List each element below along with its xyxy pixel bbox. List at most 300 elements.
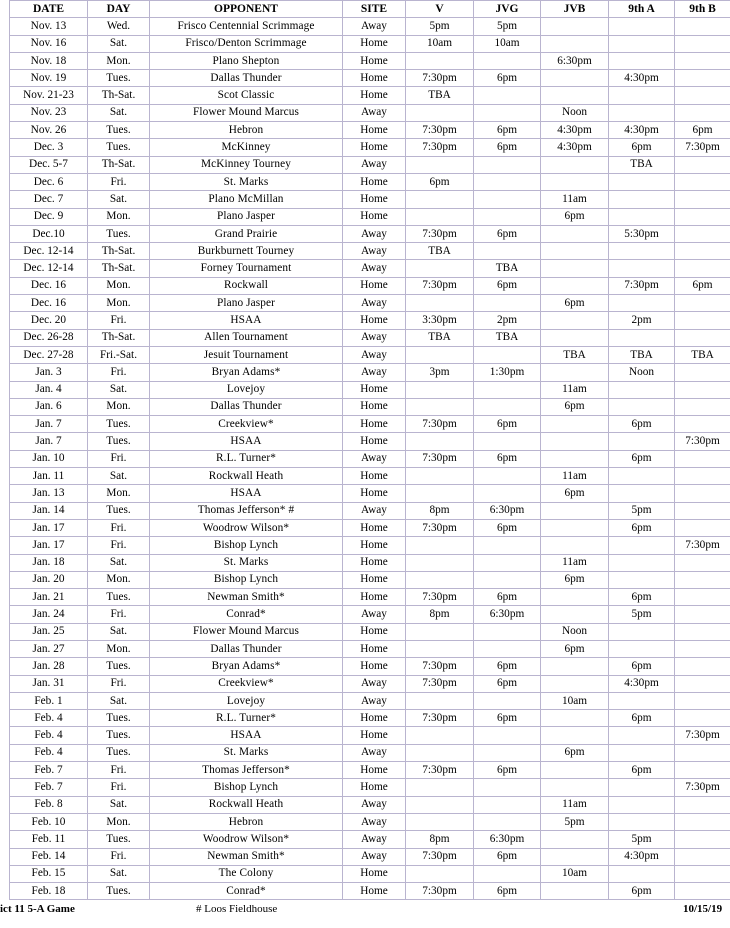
cell-site: Home bbox=[343, 589, 406, 606]
table-row bbox=[10, 589, 730, 606]
cell-v bbox=[406, 104, 474, 121]
cell-opponent: Dallas Thunder bbox=[150, 640, 343, 657]
cell-v bbox=[406, 156, 474, 173]
cell-date: Jan. 4 bbox=[10, 381, 88, 398]
cell-v bbox=[406, 191, 474, 208]
cell-jvg: 6pm bbox=[474, 277, 541, 294]
cell-jvb bbox=[541, 18, 609, 35]
cell-9th-a: 4:30pm bbox=[609, 848, 675, 865]
cell-jvb: 4:30pm bbox=[541, 122, 609, 139]
table-row bbox=[10, 225, 730, 242]
cell-9th-b bbox=[675, 813, 730, 830]
cell-date: Feb. 7 bbox=[10, 779, 88, 796]
cell-date: Dec. 5-7 bbox=[10, 156, 88, 173]
cell-jvb bbox=[541, 364, 609, 381]
cell-9th-b bbox=[675, 502, 730, 519]
cell-jvb bbox=[541, 502, 609, 519]
table-row bbox=[10, 779, 730, 796]
cell-day: Fri. bbox=[88, 173, 150, 190]
cell-day: Th-Sat. bbox=[88, 260, 150, 277]
table-row bbox=[10, 35, 730, 52]
cell-jvg: 6pm bbox=[474, 762, 541, 779]
cell-day: Wed. bbox=[88, 18, 150, 35]
cell-opponent: Rockwall Heath bbox=[150, 796, 343, 813]
cell-opponent: St. Marks bbox=[150, 173, 343, 190]
cell-site: Home bbox=[343, 485, 406, 502]
cell-day: Fri.-Sat. bbox=[88, 346, 150, 363]
footer-date: 10/15/19 bbox=[683, 903, 723, 915]
cell-site: Away bbox=[343, 104, 406, 121]
cell-v bbox=[406, 692, 474, 709]
cell-9th-b bbox=[675, 18, 730, 35]
table-row bbox=[10, 243, 730, 260]
table-row bbox=[10, 433, 730, 450]
cell-9th-a: 6pm bbox=[609, 416, 675, 433]
cell-site: Away bbox=[343, 675, 406, 692]
cell-v bbox=[406, 571, 474, 588]
cell-9th-a: 5pm bbox=[609, 502, 675, 519]
cell-jvb bbox=[541, 779, 609, 796]
cell-site: Away bbox=[343, 225, 406, 242]
cell-date: Jan. 6 bbox=[10, 398, 88, 415]
cell-date: Feb. 4 bbox=[10, 710, 88, 727]
table-row bbox=[10, 122, 730, 139]
cell-9th-b bbox=[675, 35, 730, 52]
cell-site: Home bbox=[343, 727, 406, 744]
cell-jvg bbox=[474, 173, 541, 190]
cell-date: Feb. 10 bbox=[10, 813, 88, 830]
cell-jvb bbox=[541, 710, 609, 727]
cell-date: Dec. 27-28 bbox=[10, 346, 88, 363]
cell-9th-b bbox=[675, 398, 730, 415]
cell-jvg: 6pm bbox=[474, 589, 541, 606]
cell-jvb: 6pm bbox=[541, 398, 609, 415]
cell-opponent: Grand Prairie bbox=[150, 225, 343, 242]
cell-opponent: McKinney bbox=[150, 139, 343, 156]
cell-site: Home bbox=[343, 554, 406, 571]
table-row bbox=[10, 865, 730, 882]
cell-date: Nov. 23 bbox=[10, 104, 88, 121]
cell-jvg bbox=[474, 537, 541, 554]
cell-9th-b: 6pm bbox=[675, 277, 730, 294]
cell-jvg bbox=[474, 398, 541, 415]
cell-v: 7:30pm bbox=[406, 416, 474, 433]
cell-date: Feb. 7 bbox=[10, 762, 88, 779]
cell-9th-b: TBA bbox=[675, 346, 730, 363]
cell-site: Home bbox=[343, 416, 406, 433]
cell-day: Fri. bbox=[88, 848, 150, 865]
cell-9th-a: 4:30pm bbox=[609, 122, 675, 139]
cell-site: Home bbox=[343, 277, 406, 294]
cell-v bbox=[406, 640, 474, 657]
cell-v: 7:30pm bbox=[406, 450, 474, 467]
cell-jvg: 6pm bbox=[474, 658, 541, 675]
cell-day: Tues. bbox=[88, 831, 150, 848]
cell-date: Feb. 11 bbox=[10, 831, 88, 848]
cell-9th-a: 4:30pm bbox=[609, 675, 675, 692]
table-row bbox=[10, 364, 730, 381]
cell-site: Away bbox=[343, 606, 406, 623]
cell-jvg bbox=[474, 813, 541, 830]
cell-opponent: Dallas Thunder bbox=[150, 70, 343, 87]
cell-9th-b bbox=[675, 883, 730, 900]
schedule-table bbox=[9, 0, 730, 900]
col-header-opponent: OPPONENT bbox=[150, 1, 343, 18]
cell-9th-b bbox=[675, 640, 730, 657]
col-header-9th-b: 9th B bbox=[675, 1, 730, 18]
cell-jvg bbox=[474, 554, 541, 571]
cell-v bbox=[406, 398, 474, 415]
table-row bbox=[10, 813, 730, 830]
cell-site: Home bbox=[343, 640, 406, 657]
cell-9th-a bbox=[609, 692, 675, 709]
cell-v bbox=[406, 260, 474, 277]
cell-9th-b bbox=[675, 762, 730, 779]
cell-9th-b bbox=[675, 173, 730, 190]
cell-day: Mon. bbox=[88, 52, 150, 69]
cell-date: Jan. 20 bbox=[10, 571, 88, 588]
cell-9th-a bbox=[609, 173, 675, 190]
cell-opponent: Rockwall Heath bbox=[150, 468, 343, 485]
cell-jvb: 6pm bbox=[541, 485, 609, 502]
table-row bbox=[10, 52, 730, 69]
cell-jvg bbox=[474, 87, 541, 104]
cell-jvb bbox=[541, 416, 609, 433]
table-row bbox=[10, 381, 730, 398]
cell-jvg: 6pm bbox=[474, 70, 541, 87]
cell-9th-b bbox=[675, 381, 730, 398]
cell-9th-a bbox=[609, 727, 675, 744]
cell-9th-a bbox=[609, 295, 675, 312]
cell-v bbox=[406, 796, 474, 813]
cell-9th-a bbox=[609, 813, 675, 830]
cell-opponent: Conrad* bbox=[150, 883, 343, 900]
cell-9th-a bbox=[609, 381, 675, 398]
cell-9th-b bbox=[675, 70, 730, 87]
cell-jvg bbox=[474, 744, 541, 761]
cell-jvb: 6pm bbox=[541, 208, 609, 225]
cell-date: Nov. 18 bbox=[10, 52, 88, 69]
table-row bbox=[10, 450, 730, 467]
cell-jvb bbox=[541, 312, 609, 329]
cell-v: 7:30pm bbox=[406, 675, 474, 692]
cell-v: 10am bbox=[406, 35, 474, 52]
cell-site: Home bbox=[343, 710, 406, 727]
cell-jvb: 10am bbox=[541, 865, 609, 882]
cell-jvg bbox=[474, 243, 541, 260]
cell-date: Jan. 27 bbox=[10, 640, 88, 657]
cell-9th-b bbox=[675, 225, 730, 242]
cell-v: 7:30pm bbox=[406, 277, 474, 294]
cell-v bbox=[406, 485, 474, 502]
cell-day: Sat. bbox=[88, 381, 150, 398]
cell-jvg: 6pm bbox=[474, 139, 541, 156]
cell-opponent: R.L. Turner* bbox=[150, 450, 343, 467]
cell-v: TBA bbox=[406, 243, 474, 260]
cell-jvg bbox=[474, 571, 541, 588]
cell-day: Fri. bbox=[88, 606, 150, 623]
cell-jvb: 11am bbox=[541, 554, 609, 571]
cell-v bbox=[406, 623, 474, 640]
cell-9th-b bbox=[675, 208, 730, 225]
table-row bbox=[10, 87, 730, 104]
cell-jvg bbox=[474, 381, 541, 398]
cell-9th-b bbox=[675, 710, 730, 727]
cell-day: Th-Sat. bbox=[88, 87, 150, 104]
cell-jvb: TBA bbox=[541, 346, 609, 363]
table-row bbox=[10, 831, 730, 848]
cell-jvb bbox=[541, 70, 609, 87]
cell-opponent: Frisco Centennial Scrimmage bbox=[150, 18, 343, 35]
cell-9th-a bbox=[609, 52, 675, 69]
table-row bbox=[10, 762, 730, 779]
table-row bbox=[10, 139, 730, 156]
cell-jvg: 6:30pm bbox=[474, 502, 541, 519]
table-row bbox=[10, 346, 730, 363]
cell-jvb bbox=[541, 260, 609, 277]
cell-day: Mon. bbox=[88, 571, 150, 588]
cell-site: Home bbox=[343, 139, 406, 156]
cell-9th-a: 5pm bbox=[609, 606, 675, 623]
cell-9th-a bbox=[609, 571, 675, 588]
col-header-jvg: JVG bbox=[474, 1, 541, 18]
cell-9th-b bbox=[675, 848, 730, 865]
cell-site: Away bbox=[343, 450, 406, 467]
cell-jvg: 6:30pm bbox=[474, 606, 541, 623]
cell-jvb: Noon bbox=[541, 623, 609, 640]
cell-day: Tues. bbox=[88, 70, 150, 87]
col-header-site: SITE bbox=[343, 1, 406, 18]
cell-jvg bbox=[474, 796, 541, 813]
cell-site: Away bbox=[343, 260, 406, 277]
cell-9th-a bbox=[609, 104, 675, 121]
cell-day: Sat. bbox=[88, 554, 150, 571]
cell-9th-a bbox=[609, 260, 675, 277]
cell-opponent: Burkburnett Tourney bbox=[150, 243, 343, 260]
cell-date: Jan. 21 bbox=[10, 589, 88, 606]
cell-v: 7:30pm bbox=[406, 70, 474, 87]
cell-site: Home bbox=[343, 52, 406, 69]
cell-v: 6pm bbox=[406, 173, 474, 190]
table-row bbox=[10, 519, 730, 536]
table-row bbox=[10, 329, 730, 346]
cell-date: Dec. 20 bbox=[10, 312, 88, 329]
cell-jvg: TBA bbox=[474, 329, 541, 346]
cell-jvg: 6pm bbox=[474, 883, 541, 900]
cell-jvb: 6pm bbox=[541, 640, 609, 657]
cell-site: Home bbox=[343, 883, 406, 900]
cell-jvb bbox=[541, 173, 609, 190]
header-row bbox=[10, 1, 730, 18]
cell-v: 8pm bbox=[406, 831, 474, 848]
table-row bbox=[10, 502, 730, 519]
cell-v bbox=[406, 346, 474, 363]
cell-site: Away bbox=[343, 848, 406, 865]
cell-v: 7:30pm bbox=[406, 710, 474, 727]
cell-day: Mon. bbox=[88, 813, 150, 830]
table-row bbox=[10, 848, 730, 865]
cell-jvg bbox=[474, 191, 541, 208]
cell-jvb bbox=[541, 762, 609, 779]
cell-day: Fri. bbox=[88, 364, 150, 381]
cell-day: Mon. bbox=[88, 398, 150, 415]
cell-date: Dec. 3 bbox=[10, 139, 88, 156]
cell-opponent: Bryan Adams* bbox=[150, 658, 343, 675]
cell-site: Home bbox=[343, 468, 406, 485]
cell-v: 7:30pm bbox=[406, 589, 474, 606]
cell-jvb bbox=[541, 87, 609, 104]
cell-jvg bbox=[474, 208, 541, 225]
cell-opponent: Creekview* bbox=[150, 416, 343, 433]
cell-jvg: 1:30pm bbox=[474, 364, 541, 381]
cell-day: Sat. bbox=[88, 865, 150, 882]
cell-site: Home bbox=[343, 571, 406, 588]
cell-v bbox=[406, 468, 474, 485]
cell-site: Home bbox=[343, 70, 406, 87]
cell-9th-b bbox=[675, 675, 730, 692]
cell-opponent: Frisco/Denton Scrimmage bbox=[150, 35, 343, 52]
cell-opponent: HSAA bbox=[150, 312, 343, 329]
cell-9th-a bbox=[609, 468, 675, 485]
cell-9th-a: 6pm bbox=[609, 658, 675, 675]
cell-day: Mon. bbox=[88, 295, 150, 312]
col-header-day: DAY bbox=[88, 1, 150, 18]
cell-jvg: 2pm bbox=[474, 312, 541, 329]
cell-opponent: Plano Shepton bbox=[150, 52, 343, 69]
cell-date: Jan. 17 bbox=[10, 519, 88, 536]
table-row bbox=[10, 744, 730, 761]
cell-v bbox=[406, 727, 474, 744]
cell-date: Dec.10 bbox=[10, 225, 88, 242]
cell-site: Home bbox=[343, 623, 406, 640]
cell-opponent: Plano Jasper bbox=[150, 295, 343, 312]
cell-9th-b bbox=[675, 450, 730, 467]
cell-day: Fri. bbox=[88, 779, 150, 796]
cell-jvb: 11am bbox=[541, 191, 609, 208]
cell-day: Sat. bbox=[88, 692, 150, 709]
cell-opponent: Forney Tournament bbox=[150, 260, 343, 277]
cell-date: Feb. 4 bbox=[10, 727, 88, 744]
cell-opponent: Woodrow Wilson* bbox=[150, 519, 343, 536]
cell-site: Home bbox=[343, 312, 406, 329]
table-row bbox=[10, 295, 730, 312]
cell-9th-a bbox=[609, 554, 675, 571]
table-row bbox=[10, 883, 730, 900]
cell-jvg bbox=[474, 779, 541, 796]
cell-date: Feb. 18 bbox=[10, 883, 88, 900]
table-row bbox=[10, 640, 730, 657]
cell-jvb bbox=[541, 277, 609, 294]
cell-site: Home bbox=[343, 658, 406, 675]
cell-date: Jan. 7 bbox=[10, 416, 88, 433]
cell-day: Fri. bbox=[88, 519, 150, 536]
cell-opponent: Bishop Lynch bbox=[150, 537, 343, 554]
cell-v: 7:30pm bbox=[406, 122, 474, 139]
cell-date: Jan. 25 bbox=[10, 623, 88, 640]
cell-9th-b: 7:30pm bbox=[675, 779, 730, 796]
table-row bbox=[10, 173, 730, 190]
cell-9th-a: 6pm bbox=[609, 519, 675, 536]
footer-venue-note: # Loos Fieldhouse bbox=[196, 903, 278, 915]
cell-site: Home bbox=[343, 208, 406, 225]
cell-date: Nov. 16 bbox=[10, 35, 88, 52]
cell-opponent: Newman Smith* bbox=[150, 589, 343, 606]
cell-day: Fri. bbox=[88, 675, 150, 692]
cell-9th-a: 4:30pm bbox=[609, 70, 675, 87]
cell-v: TBA bbox=[406, 87, 474, 104]
cell-v: 7:30pm bbox=[406, 848, 474, 865]
cell-opponent: The Colony bbox=[150, 865, 343, 882]
cell-jvb: 6pm bbox=[541, 571, 609, 588]
cell-jvb: 4:30pm bbox=[541, 139, 609, 156]
cell-9th-a bbox=[609, 329, 675, 346]
cell-jvg: 6pm bbox=[474, 416, 541, 433]
cell-date: Jan. 28 bbox=[10, 658, 88, 675]
cell-jvg bbox=[474, 468, 541, 485]
table-row bbox=[10, 485, 730, 502]
cell-site: Home bbox=[343, 519, 406, 536]
cell-jvg: 6pm bbox=[474, 450, 541, 467]
cell-day: Th-Sat. bbox=[88, 243, 150, 260]
col-header-jvb: JVB bbox=[541, 1, 609, 18]
cell-v bbox=[406, 295, 474, 312]
cell-site: Home bbox=[343, 191, 406, 208]
cell-day: Sat. bbox=[88, 104, 150, 121]
cell-v: 5pm bbox=[406, 18, 474, 35]
cell-v: 3:30pm bbox=[406, 312, 474, 329]
left-margin bbox=[0, 0, 9, 900]
cell-day: Sat. bbox=[88, 468, 150, 485]
cell-jvb: 6:30pm bbox=[541, 52, 609, 69]
cell-day: Sat. bbox=[88, 796, 150, 813]
cell-opponent: McKinney Tourney bbox=[150, 156, 343, 173]
cell-day: Sat. bbox=[88, 191, 150, 208]
cell-site: Away bbox=[343, 295, 406, 312]
cell-v bbox=[406, 865, 474, 882]
cell-opponent: Lovejoy bbox=[150, 692, 343, 709]
cell-jvg bbox=[474, 640, 541, 657]
cell-site: Away bbox=[343, 18, 406, 35]
cell-opponent: Flower Mound Marcus bbox=[150, 104, 343, 121]
cell-jvg: 5pm bbox=[474, 18, 541, 35]
cell-day: Mon. bbox=[88, 208, 150, 225]
cell-date: Jan. 10 bbox=[10, 450, 88, 467]
cell-site: Away bbox=[343, 831, 406, 848]
table-row bbox=[10, 468, 730, 485]
cell-9th-a: 5pm bbox=[609, 831, 675, 848]
cell-9th-b bbox=[675, 156, 730, 173]
cell-day: Mon. bbox=[88, 640, 150, 657]
cell-9th-a bbox=[609, 865, 675, 882]
cell-day: Tues. bbox=[88, 658, 150, 675]
cell-9th-a: TBA bbox=[609, 156, 675, 173]
cell-9th-a bbox=[609, 623, 675, 640]
cell-site: Home bbox=[343, 433, 406, 450]
cell-jvb: 11am bbox=[541, 796, 609, 813]
cell-day: Th-Sat. bbox=[88, 329, 150, 346]
table-row bbox=[10, 312, 730, 329]
table-row bbox=[10, 191, 730, 208]
cell-9th-a bbox=[609, 640, 675, 657]
footer bbox=[0, 901, 730, 919]
cell-site: Home bbox=[343, 865, 406, 882]
cell-9th-b bbox=[675, 606, 730, 623]
table-row bbox=[10, 606, 730, 623]
col-header-date: DATE bbox=[10, 1, 88, 18]
cell-date: Jan. 7 bbox=[10, 433, 88, 450]
table-row bbox=[10, 554, 730, 571]
cell-day: Tues. bbox=[88, 416, 150, 433]
